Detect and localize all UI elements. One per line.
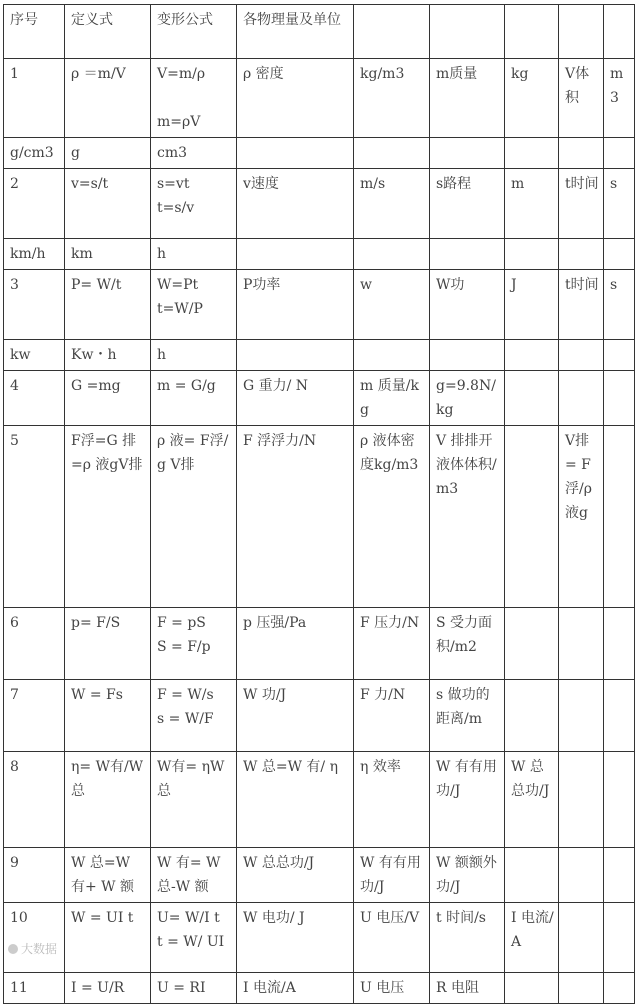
table-cell — [505, 608, 559, 680]
table-row — [4, 270, 635, 340]
table-cell: s — [604, 270, 635, 340]
table-cell: 11 — [4, 973, 65, 1004]
table-cell — [430, 5, 505, 59]
table-cell: g — [65, 138, 151, 169]
table-cell: 3 — [4, 270, 65, 340]
table-cell — [559, 752, 604, 848]
table-cell — [430, 340, 505, 371]
table-row — [4, 138, 635, 169]
table-cell: S 受力面积/m2 — [430, 608, 505, 680]
table-cell: ρ 密度 — [237, 59, 354, 138]
table-cell — [604, 973, 635, 1004]
table-cell — [559, 5, 604, 59]
table-cell — [237, 138, 354, 169]
table-cell: W 总总功/J — [237, 848, 354, 903]
table-cell: h — [151, 239, 237, 270]
table-cell: P功率 — [237, 270, 354, 340]
table-cell: I = U/R — [65, 973, 151, 1004]
table-cell — [559, 903, 604, 973]
table-cell: V 排排开液体体积/m3 — [430, 426, 505, 608]
table-cell — [559, 680, 604, 752]
table-cell — [237, 239, 354, 270]
table-row — [4, 680, 635, 752]
table-cell — [604, 138, 635, 169]
table-row — [4, 752, 635, 848]
table-cell: F = pS S = F/p — [151, 608, 237, 680]
table-row — [4, 59, 635, 138]
table-cell: V=m/ρ m=ρV — [151, 59, 237, 138]
table-cell: m — [505, 169, 559, 239]
table-cell — [604, 5, 635, 59]
table-cell — [559, 138, 604, 169]
table-cell: U= W/I t t = W/ UI — [151, 903, 237, 973]
table-cell: 各物理量及单位 — [237, 5, 354, 59]
table-cell: m3 — [604, 59, 635, 138]
table-cell: W 总总功/J — [505, 752, 559, 848]
table-cell: 6 — [4, 608, 65, 680]
table-cell: s路程 — [430, 169, 505, 239]
table-cell: J — [505, 270, 559, 340]
table-cell: η 效率 — [354, 752, 430, 848]
table-cell: F浮=G 排=ρ 液gV排 — [65, 426, 151, 608]
table-cell: 8 — [4, 752, 65, 848]
table-cell: F = W/s s = W/F — [151, 680, 237, 752]
table-cell: W 功/J — [237, 680, 354, 752]
table-cell — [505, 5, 559, 59]
table-cell — [237, 340, 354, 371]
table-cell — [505, 138, 559, 169]
table-row — [4, 903, 635, 973]
table-cell — [354, 239, 430, 270]
table-cell: s 做功的距离/m — [430, 680, 505, 752]
table-cell: ρ 液= F浮/g V排 — [151, 426, 237, 608]
table-cell: cm3 — [151, 138, 237, 169]
table-cell: s — [604, 169, 635, 239]
table-cell: W = Fs — [65, 680, 151, 752]
table-cell: m 质量/kg — [354, 371, 430, 426]
table-cell — [505, 426, 559, 608]
table-row — [4, 169, 635, 239]
table-cell — [559, 973, 604, 1004]
table-cell: kg — [505, 59, 559, 138]
table-cell: m质量 — [430, 59, 505, 138]
table-cell: s=vt t=s/v — [151, 169, 237, 239]
table-row — [4, 239, 635, 270]
table-cell: v速度 — [237, 169, 354, 239]
table-row — [4, 608, 635, 680]
table-cell: G 重力/ N — [237, 371, 354, 426]
table-cell — [430, 138, 505, 169]
table-cell: p 压强/Pa — [237, 608, 354, 680]
table-cell: ρ 液体密度kg/m3 — [354, 426, 430, 608]
table-cell: W 电功/ J — [237, 903, 354, 973]
table-cell — [505, 973, 559, 1004]
table-cell: p= F/S — [65, 608, 151, 680]
table-cell: g=9.8N/kg — [430, 371, 505, 426]
table-cell: V排= F浮/ρ液g — [559, 426, 604, 608]
table-cell: U 电压/V — [354, 903, 430, 973]
table-cell — [430, 239, 505, 270]
table-cell: 4 — [4, 371, 65, 426]
table-cell: km/h — [4, 239, 65, 270]
table-cell — [604, 848, 635, 903]
formula-table — [3, 4, 635, 1004]
table-row — [4, 371, 635, 426]
table-cell: h — [151, 340, 237, 371]
table-cell — [505, 239, 559, 270]
table-cell: W 有有用功/J — [354, 848, 430, 903]
table-cell: V体积 — [559, 59, 604, 138]
table-cell: W有= ηW总 — [151, 752, 237, 848]
table-cell — [604, 340, 635, 371]
table-cell: F 浮浮力/N — [237, 426, 354, 608]
table-cell — [604, 903, 635, 973]
watermark: 大数据 — [8, 940, 57, 957]
table-cell — [505, 848, 559, 903]
table-cell: W功 — [430, 270, 505, 340]
table-row — [4, 973, 635, 1004]
table-cell: W 有有用功/J — [430, 752, 505, 848]
table-cell: 5 — [4, 426, 65, 608]
table-row — [4, 340, 635, 371]
table-cell: 变形公式 — [151, 5, 237, 59]
watermark-logo-icon — [8, 944, 18, 954]
table-cell: kg/m3 — [354, 59, 430, 138]
table-row — [4, 426, 635, 608]
table-cell: t 时间/s — [430, 903, 505, 973]
table-cell — [505, 340, 559, 371]
table-cell — [604, 426, 635, 608]
table-cell: 1 — [4, 59, 65, 138]
table-cell: 序号 — [4, 5, 65, 59]
table-cell: W 额额外功/J — [430, 848, 505, 903]
table-cell: m = G/g — [151, 371, 237, 426]
table-cell — [559, 340, 604, 371]
table-cell: W=Pt t=W/P — [151, 270, 237, 340]
table-cell: 7 — [4, 680, 65, 752]
table-cell: Kw・h — [65, 340, 151, 371]
table-cell: W 有= W总-W 额 — [151, 848, 237, 903]
table-cell: km — [65, 239, 151, 270]
table-cell: I 电流/A — [237, 973, 354, 1004]
table-cell: R 电阻 — [430, 973, 505, 1004]
table-cell: kw — [4, 340, 65, 371]
table-cell: 定义式 — [65, 5, 151, 59]
table-cell — [559, 371, 604, 426]
table-cell: I 电流/A — [505, 903, 559, 973]
table-row — [4, 848, 635, 903]
table-cell: m/s — [354, 169, 430, 239]
table-cell — [604, 371, 635, 426]
table-cell: U = RI — [151, 973, 237, 1004]
table-cell — [505, 371, 559, 426]
table-cell: F 力/N — [354, 680, 430, 752]
table-cell — [604, 608, 635, 680]
table-cell — [354, 340, 430, 371]
table-cell: t时间 — [559, 270, 604, 340]
table-cell: t时间 — [559, 169, 604, 239]
table-cell: g/cm3 — [4, 138, 65, 169]
table-cell: η= W有/W 总 — [65, 752, 151, 848]
table-cell: w — [354, 270, 430, 340]
table-cell — [354, 138, 430, 169]
table-cell: W 总=W 有/ η — [237, 752, 354, 848]
table-cell: v=s/t — [65, 169, 151, 239]
table-cell: W 总=W 有+ W 额 — [65, 848, 151, 903]
table-cell: U 电压 — [354, 973, 430, 1004]
table-cell: P= W/t — [65, 270, 151, 340]
table-cell — [559, 848, 604, 903]
table-cell: F 压力/N — [354, 608, 430, 680]
table-cell — [604, 680, 635, 752]
table-cell — [559, 608, 604, 680]
table-cell — [604, 239, 635, 270]
table-cell: 10 — [4, 903, 65, 973]
table-cell — [354, 5, 430, 59]
table-header-row — [4, 5, 635, 59]
table-cell: 9 — [4, 848, 65, 903]
table-cell: ρ ＝m/V — [65, 59, 151, 138]
table-cell: 2 — [4, 169, 65, 239]
table-cell — [559, 239, 604, 270]
table-cell: W = UI t — [65, 903, 151, 973]
table-cell — [505, 680, 559, 752]
table-cell — [604, 752, 635, 848]
table-cell: G =mg — [65, 371, 151, 426]
